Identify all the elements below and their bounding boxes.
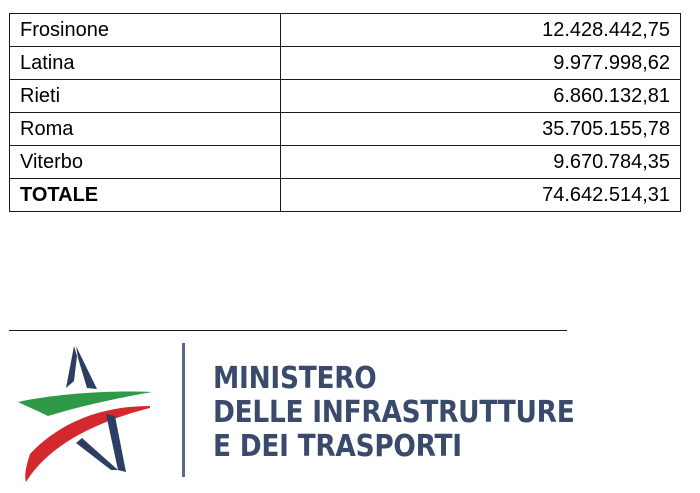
total-amount: 74.642.514,31 [281,179,681,212]
province-name: Rieti [10,80,281,113]
table-row [10,14,681,47]
table-row [10,80,681,113]
ministry-name-line-1: MINISTERO [213,361,377,396]
province-amount: 12.428.442,75 [281,14,681,47]
star-apex-left [66,346,77,388]
ministry-name-line-2: DELLE INFRASTRUTTURE [213,395,575,430]
star-leg-inner [76,438,118,470]
province-name: Viterbo [10,146,281,179]
total-label: TOTALE [10,179,281,212]
province-amount: 35.705.155,78 [281,113,681,146]
province-totals-table [9,13,681,212]
star-apex-right [76,346,97,389]
province-name: Roma [10,113,281,146]
logo-divider [182,343,185,477]
table-row [10,146,681,179]
province-name: Frosinone [10,14,281,47]
ministry-name [213,362,624,464]
star-tricolor-icon [14,344,164,484]
province-amount: 9.977.998,62 [281,47,681,80]
ministry-name-line-3: E DEI TRASPORTI [213,429,462,464]
signature-line [9,330,567,331]
table-row [10,113,681,146]
total-row [10,179,681,212]
province-name: Latina [10,47,281,80]
ministry-logo [0,340,600,490]
province-amount: 6.860.132,81 [281,80,681,113]
province-amount: 9.670.784,35 [281,146,681,179]
table-row [10,47,681,80]
